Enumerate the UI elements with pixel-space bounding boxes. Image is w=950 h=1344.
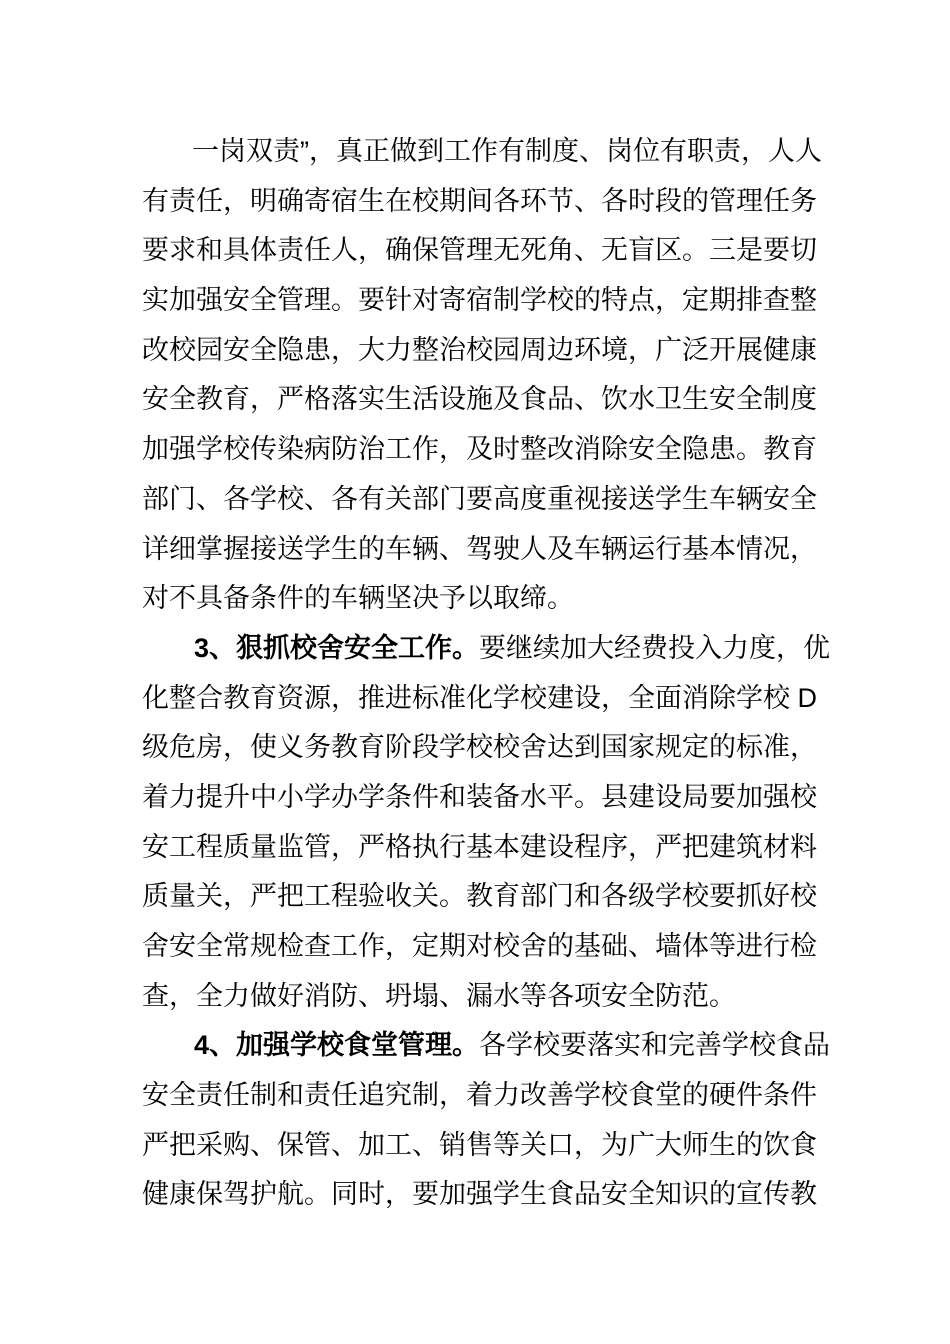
text-line [142,276,817,326]
text-line [142,872,817,922]
paragraph-text: 要继续加大经费投入力度，优 [479,632,831,663]
text-line [142,177,817,227]
text-line [142,773,817,823]
paragraph-text: 一岗双责”，真正做到工作有制度、岗位有职责，人人 [192,136,822,166]
paragraph-text: 实加强安全管理。要针对寄宿制学校的特点，定期排查整 [142,285,817,316]
paragraph-heading: 4、加强学校食堂管理。 [194,1030,480,1061]
paragraph-text: 化整合教育资源，推进标准化学校建设，全面消除学校 D [142,682,817,713]
text-line [142,1021,831,1071]
text-line [142,1170,817,1220]
text-line [142,922,817,972]
paragraph-text: 级危房，使义务教育阶段学校校舍达到国家规定的标准， [142,732,817,763]
text-line [142,127,822,177]
text-line [142,624,831,674]
paragraph-text: 部门、各学校、各有关部门要高度重视接送学生车辆安全 [142,483,817,514]
paragraph-text: 详细掌握接送学生的车辆、驾驶人及车辆运行基本情况， [142,533,817,564]
paragraph-text: 着力提升中小学办学条件和装备水平。县建设局要加强校 [142,781,817,812]
text-line [142,823,817,873]
text-line [142,425,817,475]
paragraph-text: 舍安全常规检查工作，定期对校舍的基础、墙体等进行检 [142,931,817,961]
text-line [142,1071,817,1121]
text-line [142,326,817,376]
document-text-block [142,127,831,1220]
text-line [142,723,817,773]
text-line [142,475,817,525]
paragraph-text: 对不具备条件的车辆坚决予以取缔。 [142,583,574,614]
paragraph-text: 要求和具体责任人，确保管理无死角、无盲区。三是要切 [142,235,817,266]
text-line [142,525,817,575]
text-line [142,375,817,425]
paragraph-text: 安全责任制和责任追究制，着力改善学校食堂的硬件条件 [142,1080,817,1111]
paragraph-text: 改校园安全隐患，大力整治校园周边环境，广泛开展健康 [142,334,817,365]
paragraph-text: 质量关，严把工程验收关。教育部门和各级学校要抓好校 [142,881,817,912]
paragraph-text: 严把采购、保管、加工、销售等关口，为广大师生的饮食 [142,1129,817,1160]
paragraph-text: 安全教育，严格落实生活设施及食品、饮水卫生安全制度 [142,384,817,415]
paragraph-heading: 3、狠抓校舍安全工作。 [194,632,480,663]
paragraph-text: 安工程质量监管，严格执行基本建设程序，严把建筑材料 [142,831,817,862]
text-line [142,972,810,1022]
paragraph-text: 有责任，明确寄宿生在校期间各环节、各时段的管理任务 [142,185,817,216]
text-line [142,574,810,624]
paragraph-text: 各学校要落实和完善学校食品 [479,1030,831,1061]
paragraph-text: 健康保驾护航。同时，要加强学生食品安全知识的宣传教 [142,1179,817,1210]
text-line [142,1121,817,1171]
paragraph-text: 加强学校传染病防治工作，及时整改消除安全隐患。教育 [142,434,817,465]
text-line [142,226,817,276]
paragraph-text: 查，全力做好消防、坍塌、漏水等各项安全防范。 [142,980,736,1011]
text-line [142,674,817,724]
